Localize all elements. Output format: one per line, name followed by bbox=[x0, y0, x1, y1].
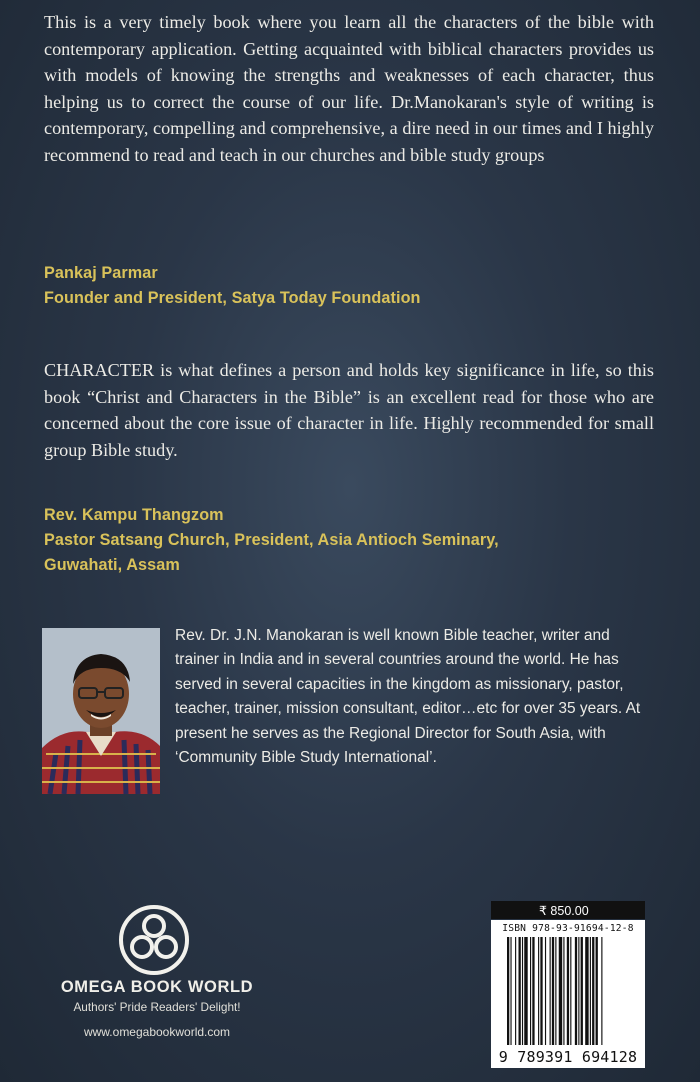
endorsement-2-name: Rev. Kampu Thangzom bbox=[44, 506, 224, 524]
price-value: ₹ 850.00 bbox=[539, 903, 589, 918]
endorsement-1-title: Founder and President, Satya Today Foundation bbox=[44, 289, 421, 307]
publisher-tagline: Authors' Pride Readers' Delight! bbox=[73, 1000, 241, 1014]
endorsement-2-title-line1: Pastor Satsang Church, President, Asia Antioch Seminary, bbox=[44, 531, 499, 549]
barcode bbox=[507, 937, 629, 1049]
endorsement-2-title-line2: Guwahati, Assam bbox=[44, 556, 180, 574]
endorsement-1-text: This is a very timely book where you learn all the characters of the bible with contemporary application. Getting acquainted with biblical characters provides us with models of knowing the strengths and weaknesses of each character, thus helping us to correct the course of our life. Dr.Manokaran's style of writing is contemporary, compelling and comprehensive, a dire need in our times and I highly recommend to read and teach in our churches and bible study groups bbox=[44, 12, 654, 165]
barcode-box bbox=[491, 920, 645, 1068]
author-photo bbox=[42, 628, 160, 794]
omega-logo-icon bbox=[118, 904, 190, 976]
barcode-number: 9 789391 694128 bbox=[498, 1048, 638, 1066]
publisher-website: www.omegabookworld.com bbox=[83, 1025, 231, 1039]
endorsement-2-text: CHARACTER is what defines a person and holds key significance in life, so this book “Christ and Characters in the Bible” is an excellent read for those who are concerned about the core issue of character in life. Highly recommended for small group Bible study. bbox=[44, 360, 654, 460]
endorsement-1-attribution bbox=[44, 261, 421, 311]
author-bio: Rev. Dr. J.N. Manokaran is well known Bible teacher, writer and trainer in India and in several countries around the world. He has served in several capacities in the kingdom as missionary, pastor, teacher, trainer, mission consultant, editor…etc for over 35 years. At present he serves as the Regional Director for South Asia, with ‘Community Bible Study International’. bbox=[175, 627, 641, 767]
isbn-label: ISBN 978-93-91694-12-8 bbox=[502, 923, 634, 934]
price-label bbox=[491, 901, 645, 919]
endorsement-1-name: Pankaj Parmar bbox=[44, 264, 158, 282]
endorsement-2-attribution bbox=[44, 503, 499, 578]
publisher-name: OMEGA BOOK WORLD bbox=[60, 978, 254, 996]
